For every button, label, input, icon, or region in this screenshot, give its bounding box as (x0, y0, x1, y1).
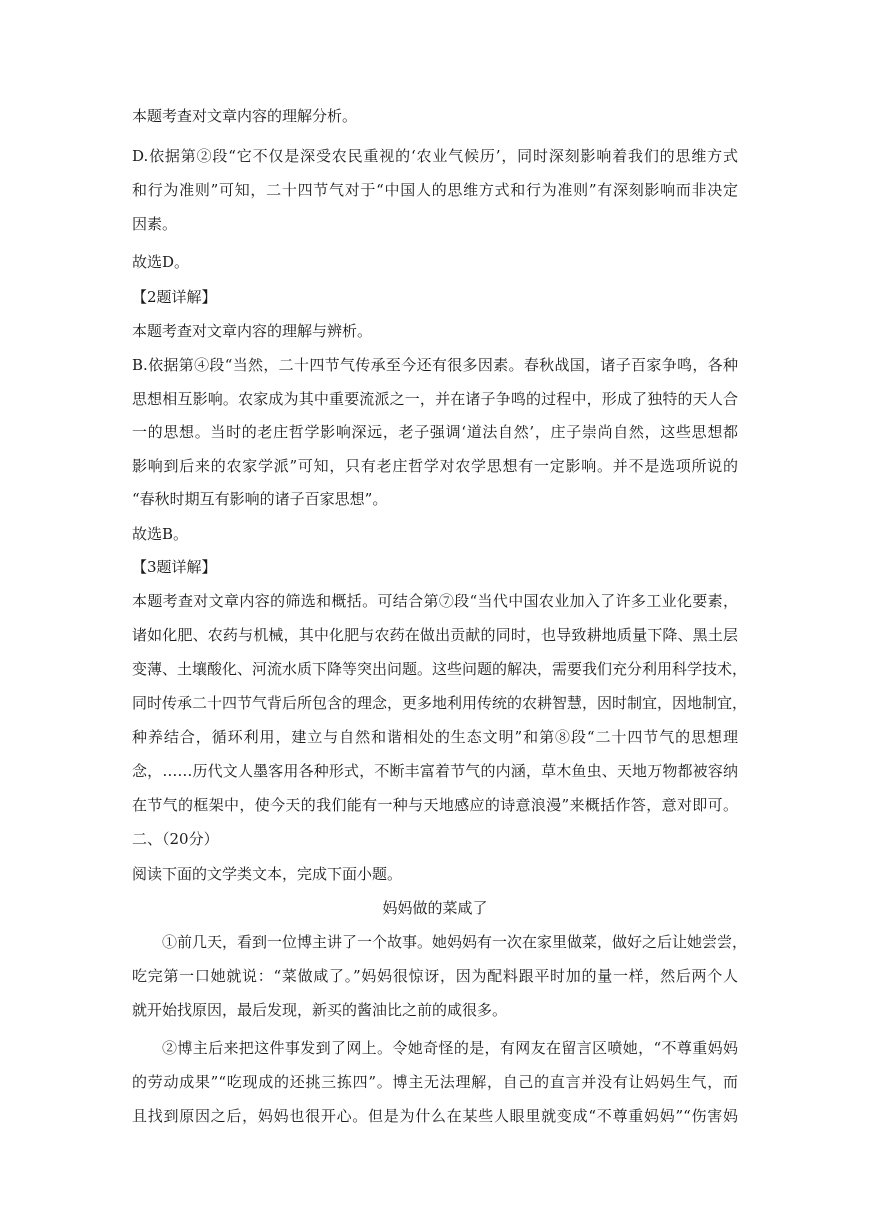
story-para2-line-3: 且找到原因之后，妈妈也很开心。但是为什么在某些人眼里就变成“不尊重妈妈”“伤害妈 (132, 1107, 738, 1125)
section-heading-q3: 【3题详解】 (132, 558, 217, 576)
story-para1-line-3: 就开始找原因，最后发现，新买的酱油比之前的咸很多。 (132, 1001, 508, 1019)
answer-choice-2: 故选B。 (132, 525, 189, 543)
story-para1-line-1: ①前几天，看到一位博主讲了一个故事。她妈妈有一次在家里做菜，做好之后让她尝尝， (162, 933, 748, 951)
answer-q3-line-7: 在节气的框架中，使今天的我们能有一种与天地感应的诗意浪漫”来概括作答，意对即可。 (132, 796, 738, 814)
answer-q3-line-1: 本题考查对文章内容的筛选和概括。可结合第⑦段“当代中国农业加入了许多工业化要素， (132, 592, 738, 610)
story-para2-line-2: 的劳动成果”“吃现成的还挑三拣四”。博主无法理解，自己的直言并没有让妈妈生气，而 (132, 1073, 738, 1091)
answer-b-line-2: 思想相互影响。农家成为其中重要流派之一，并在诸子争鸣的过程中，形成了独特的天人合 (132, 390, 738, 408)
answer-intro-2: 本题考查对文章内容的理解与辨析。 (132, 322, 373, 340)
answer-q3-line-4: 同时传承二十四节气背后所包含的理念，更多地利用传统的农耕智慧，因时制宜，因地制宜， (132, 694, 748, 712)
answer-q3-line-5: 种养结合，循环利用，建立与自然和谐相处的生态文明”和第⑧段“二十四节气的思想理 (132, 728, 738, 746)
story-para1-line-2: 吃完第一口她就说：“菜做咸了。”妈妈很惊讶，因为配料跟平时加的量一样，然后两个人 (132, 967, 738, 985)
answer-q3-line-2: 诸如化肥、农药与机械，其中化肥与农药在做出贡献的同时，也导致耕地质量下降、黑土层 (132, 626, 738, 644)
answer-d-line-1: D.依据第②段“它不仅是深受农民重视的‘农业气候历’，同时深刻影响着我们的思维方式 (132, 147, 738, 165)
answer-d-line-3: 因素。 (132, 215, 178, 233)
answer-b-line-4: 影响到后来的农家学派”可知，只有老庄哲学对农学思想有一定影响。并不是选项所说的 (132, 457, 738, 475)
reading-instruction: 阅读下面的文学类文本，完成下面小题。 (132, 865, 403, 883)
story-para2-line-1: ②博主后来把这件事发到了网上。令她奇怪的是，有网友在留言区喷她，“不尊重妈妈 (162, 1039, 738, 1057)
story-title: 妈妈做的菜咸了 (382, 899, 488, 917)
answer-q3-line-6: 念，……历代文人墨客用各种形式，不断丰富着节气的内涵，草木鱼虫、天地万物都被容纳 (132, 762, 738, 780)
section-heading-part2: 二、（20分） (132, 830, 219, 848)
answer-b-line-3: 一的思想。当时的老庄哲学影响深远，老子强调‘道法自然’，庄子崇尚自然，这些思想都 (132, 423, 738, 441)
answer-intro-1: 本题考查对文章内容的理解分析。 (132, 107, 358, 125)
section-heading-q2: 【2题详解】 (132, 288, 217, 306)
answer-b-line-1: B.依据第④段“当然，二十四节气传承至今还有很多因素。春秋战国，诸子百家争鸣，各种 (132, 356, 738, 374)
answer-b-line-5: “春秋时期互有影响的诸子百家思想”。 (132, 490, 388, 508)
answer-q3-line-3: 变薄、土壤酸化、河流水质下降等突出问题。这些问题的解决，需要我们充分利用科学技术， (132, 660, 748, 678)
answer-d-line-2: 和行为准则”可知，二十四节气对于“中国人的思维方式和行为准则”有深刻影响而非决定 (132, 181, 738, 199)
answer-choice-1: 故选D。 (132, 253, 190, 271)
